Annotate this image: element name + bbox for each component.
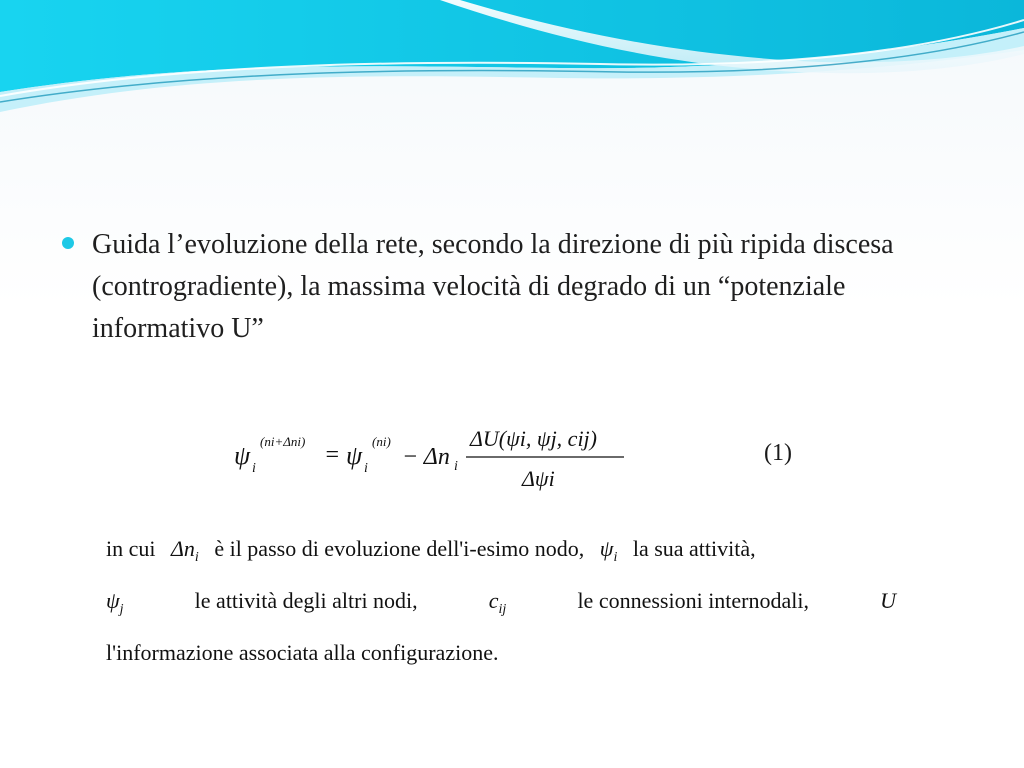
eq-sub-i-dn: i <box>454 459 458 474</box>
desc-l2-b: le connessioni internodali, <box>577 588 809 613</box>
description-line-1 <box>106 536 756 566</box>
eq-denominator: Δψi <box>522 466 555 491</box>
equation-number: (1) <box>764 440 792 466</box>
eq-minus-delta-n: − Δn <box>402 444 450 470</box>
desc-l2-a: le attività degli altri nodi, <box>194 588 418 613</box>
header-wave-decoration <box>0 0 1024 120</box>
bullet-dot-icon <box>62 237 74 249</box>
eq-psi-rhs: ψ <box>346 441 363 470</box>
equation-image <box>232 424 806 500</box>
eq-sub-i-lhs: i <box>252 461 256 476</box>
eq-equals: = <box>324 442 341 468</box>
desc-l1-a: in cui <box>106 536 156 561</box>
description-line-2 <box>106 588 896 618</box>
desc-l1-b: è il passo di evoluzione dell'i-esimo nodo, <box>214 536 585 561</box>
desc-l1-psi: ψ <box>599 536 614 561</box>
desc-l1-psi-sub-i: i <box>613 550 618 565</box>
eq-sup-rhs: (ni) <box>372 434 391 449</box>
bullet-text: Guida l’evoluzione della rete, secondo la direzione di più ripida discesa (controgradiente), la massima velocità di degrado di un “potenziale informativo U” <box>92 229 894 344</box>
eq-sub-i-rhs: i <box>364 461 368 476</box>
desc-l1-delta-n: Δn <box>171 536 195 561</box>
eq-numerator: ΔU(ψi, ψj, cij) <box>470 426 597 451</box>
eq-psi-lhs: ψ <box>234 441 251 470</box>
description-image <box>104 530 918 686</box>
description-line-3: l'informazione associata alla configurazione. <box>106 640 499 665</box>
desc-l2-psi: ψ <box>106 588 120 613</box>
desc-l1-sub-i: i <box>194 550 199 565</box>
desc-l2-sub-ij: ij <box>498 602 507 617</box>
equation-formula <box>232 424 752 500</box>
desc-l2-c: c <box>488 588 499 613</box>
desc-l1-c: la sua attività, <box>632 536 756 561</box>
desc-l2-u: U <box>880 588 896 613</box>
desc-l2-sub-j: j <box>119 602 124 617</box>
eq-sup-lhs: (ni+Δni) <box>260 434 306 449</box>
